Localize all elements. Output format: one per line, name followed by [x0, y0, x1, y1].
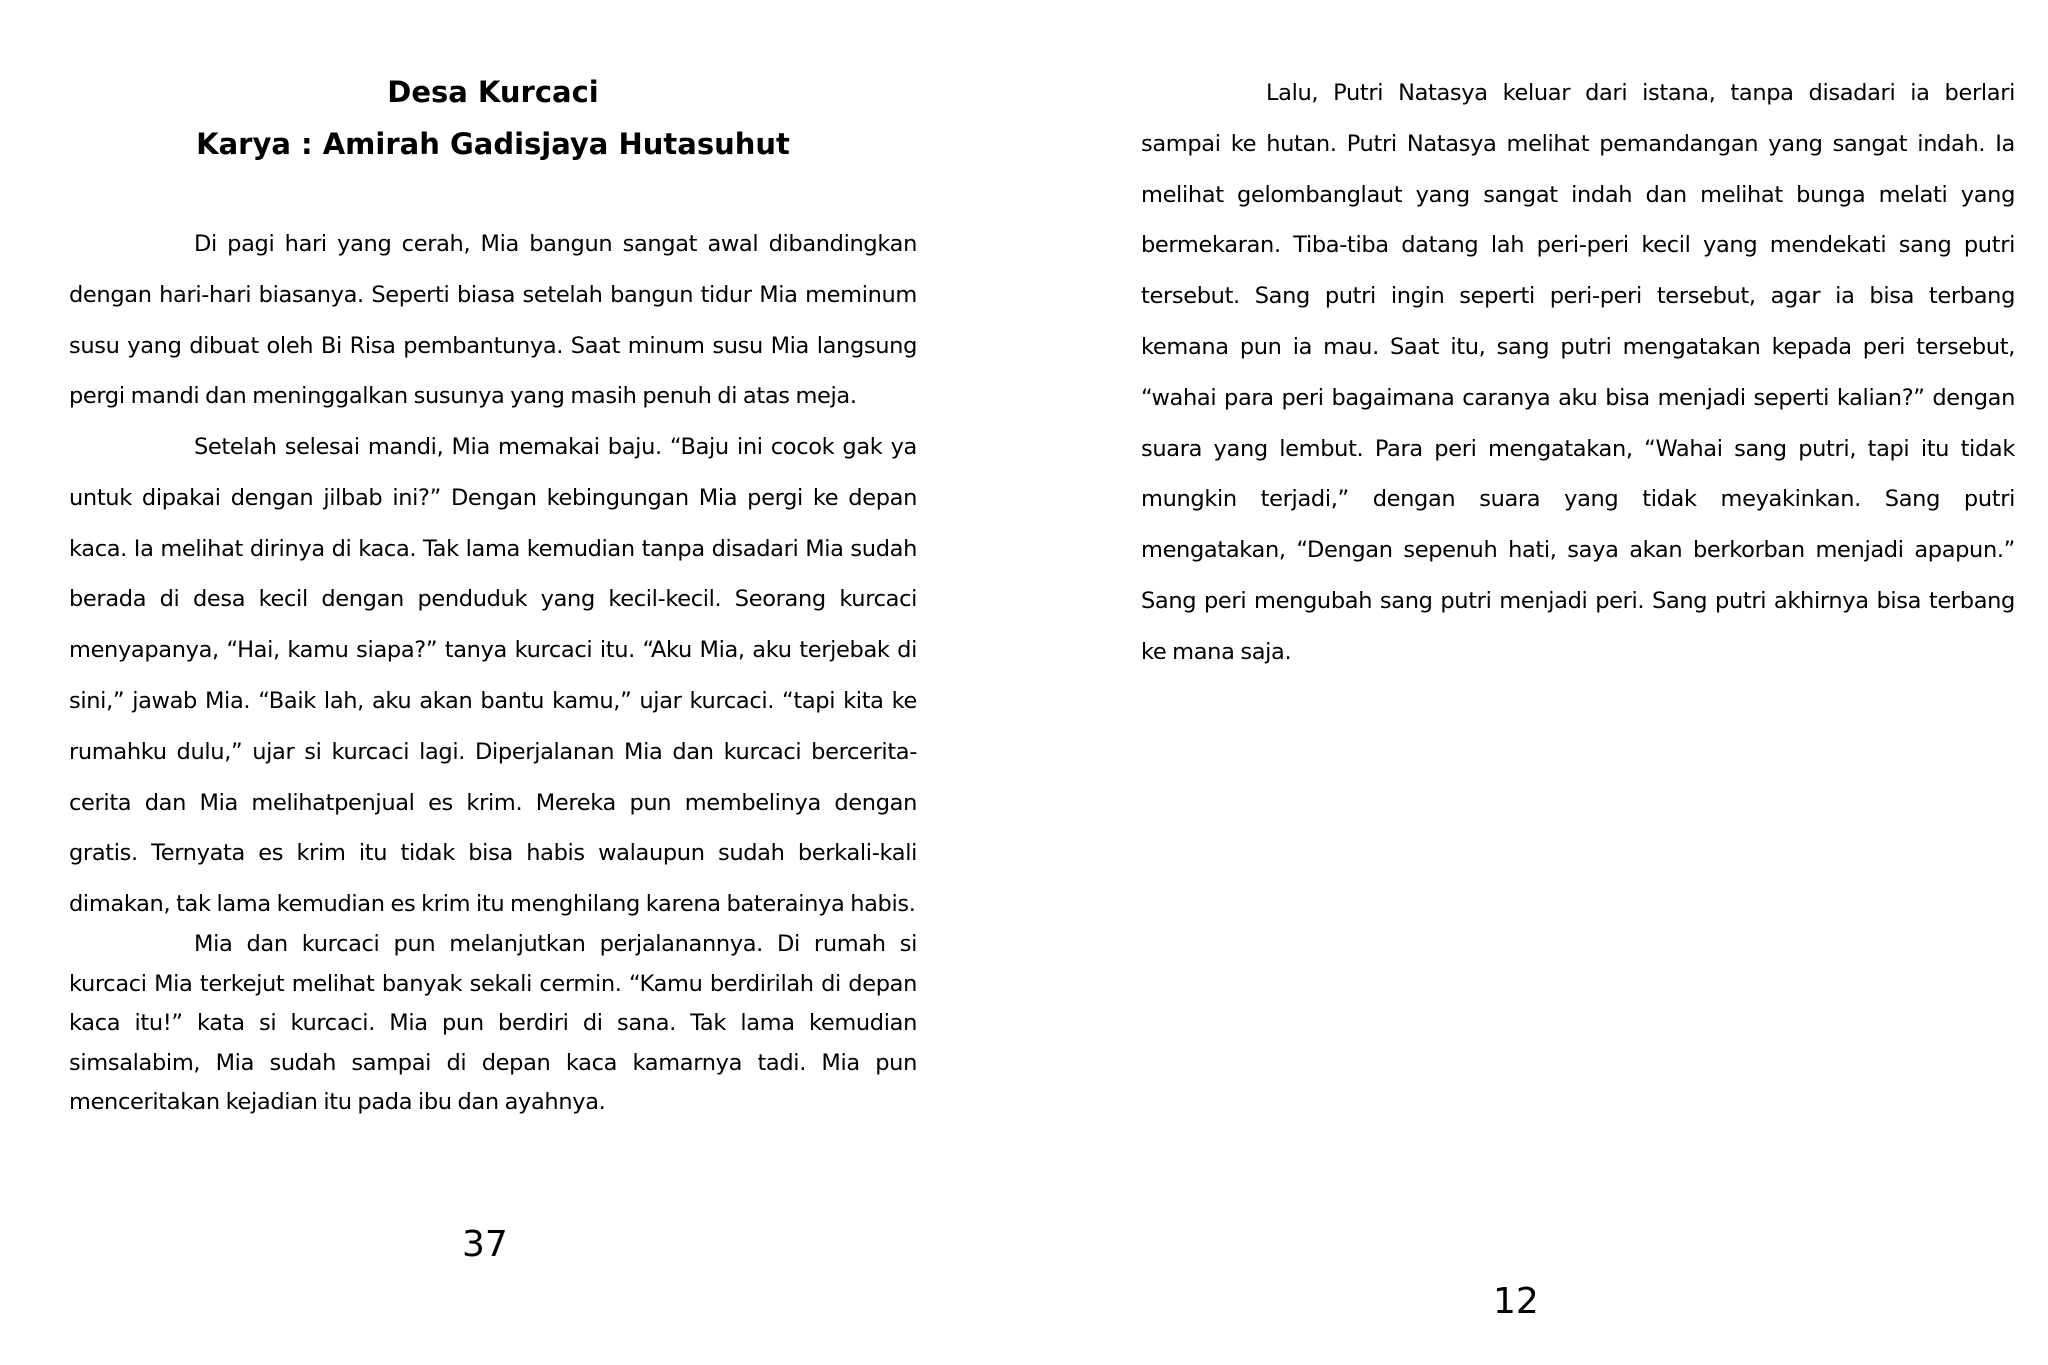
page-number: 37 [462, 1224, 508, 1265]
story-author: Karya : Amirah Gadisjaya Hutasuhut [196, 127, 790, 161]
paragraph-1: Lalu, Putri Natasya keluar dari istana, tanpa disadari ia berlari sampai ke hutan. Putri Natasya melihat pemandangan yang sangat indah. Ia melihat gelombanglaut yang sangat indah dan melihat bunga melati yang bermekaran. Tiba-tiba datang lah peri-peri kecil yang mendekati sang putri tersebut. Sang putri ingin seperti peri-peri tersebut, agar ia bisa terbang kemana pun ia mau. Saat itu, sang putri mengatakan kepada peri tersebut, “wahai para peri bagaimana caranya aku bisa menjadi seperti kalian?” dengan suara yang lembut. Para peri mengatakan, “Wahai sang putri, tapi itu tidak mungkin terjadi,” dengan suara yang tidak meyakinkan. Sang putri mengatakan, “Dengan sepenuh hati, saya akan berkorban menjadi apapun.” Sang peri mengubah sang putri menjadi peri. Sang putri akhirnya bisa terbang ke mana saja. [1141, 80, 2015, 665]
right-page [1024, 0, 2048, 1365]
story-title: Desa Kurcaci [387, 75, 599, 109]
paragraph-1: Di pagi hari yang cerah, Mia bangun sangat awal dibandingkan dengan hari-hari biasanya. Seperti biasa setelah bangun tidur Mia meminum susu yang dibuat oleh Bi Risa pembantunya. Saat minum susu Mia langsung pergi mandi dan meninggalkan susunya yang masih penuh di atas meja. [69, 231, 917, 410]
paragraph-3: Mia dan kurcaci pun melanjutkan perjalanannya. Di rumah si kurcaci Mia terkejut melihat banyak sekali cermin. “Kamu berdirilah di depan kaca itu!” kata si kurcaci. Mia pun berdiri di sana. Tak lama kemudian simsalabim, Mia sudah sampai di depan kaca kamarnya tadi. Mia pun menceritakan kejadian itu pada ibu dan ayahnya. [69, 931, 917, 1115]
paragraph-2: Setelah selesai mandi, Mia memakai baju. “Baju ini cocok gak ya untuk dipakai dengan jilbab ini?” Dengan kebingungan Mia pergi ke depan kaca. Ia melihat dirinya di kaca. Tak lama kemudian tanpa disadari Mia sudah berada di desa kecil dengan penduduk yang kecil-kecil. Seorang kurcaci menyapanya, “Hai, kamu siapa?” tanya kurcaci itu. “Aku Mia, aku terjebak di sini,” jawab Mia. “Baik lah, aku akan bantu kamu,” ujar kurcaci. “tapi kita ke rumahku dulu,” ujar si kurcaci lagi. Diperjalanan Mia dan kurcaci bercerita-cerita dan Mia melihatpenjual es krim. Mereka pun membelinya dengan gratis. Ternyata es krim itu tidak bisa habis walaupun sudah berkali-kali dimakan, tak lama kemudian es krim itu menghilang karena baterainya habis. [69, 434, 917, 918]
page-number: 12 [1493, 1281, 1539, 1322]
